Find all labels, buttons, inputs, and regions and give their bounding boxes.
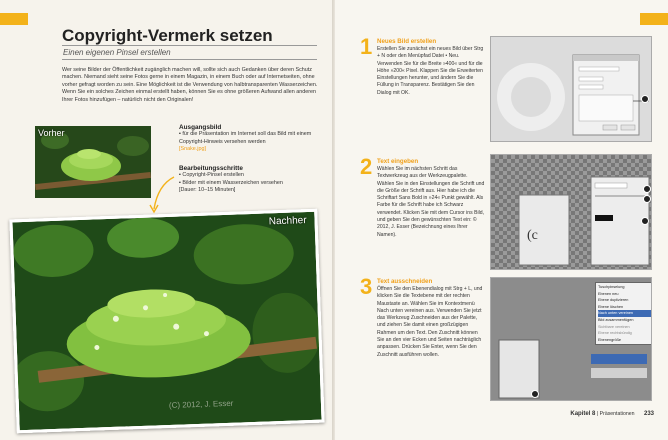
steps-bullet-text: Bilder mit einem Wasserzeichen versehen [182,179,283,186]
left-page-tab [0,13,28,25]
before-label: Vorher [38,128,65,138]
source-file-link[interactable]: [Snake.jpg] [179,146,206,153]
callout-marker [641,217,649,225]
context-menu-item[interactable]: Ebenengröße [598,337,622,342]
step-2 [360,156,486,256]
steps-bullet: ▪ Bilder mit einem Wasserzeichen versehen [179,179,283,186]
screenshot-context-menu [490,277,652,401]
source-title: Ausgangsbild [179,124,222,131]
screenshot-new-image-dialog [490,36,652,142]
steps-bullet-text: Copyright-Pinsel erstellen [182,172,244,179]
step-text: Wählen Sie im nächsten Schritt das Textwerkzeug aus der Werkzeugpalette. Wählen Sie in den Einstellungen die Schrift und die Größe der Schrift aus. Hier habe ich die Schriftart Sans Bold in »24« Punkt gewählt. Als Farbe für die Schrift habe ich Schwarz verwendet. Klicken Sie mit dem Cursor ins Bild, und geben Sie den gewünschten Text ein: © 2012, J. Esser (Bezeichnung eines Ihrer Namen). [377,166,485,238]
step-number: 3 [360,274,373,299]
page-footer: Kapitel 8 | Präsentationen 233 [570,411,654,417]
after-label: Nachher [268,215,307,228]
page-title: Copyright-Vermerk setzen [62,26,273,45]
text-tool-illustration [491,155,651,269]
context-menu-item[interactable]: Bild zusammenfügen [598,317,634,322]
page-subtitle: Einen eigenen Pinsel erstellen [63,48,171,57]
context-menu-item[interactable]: Ebenen neu [598,291,619,296]
callout-marker [641,95,649,103]
context-menu-item-selected[interactable]: Nach unten vereinen [598,310,652,317]
step-heading: Text eingeben [377,158,419,165]
arrow-icon [148,175,178,215]
context-menu-item[interactable]: Ebene duplizieren [598,298,629,303]
context-menu-item[interactable]: Sichtbare vereinen [598,324,630,329]
steps-bullet: ▪ Copyright-Pinsel erstellen [179,172,244,179]
context-menu-item[interactable]: Tuschpinselung [598,285,625,289]
source-info [179,124,319,154]
callout-marker [643,195,651,203]
step-3 [360,276,486,376]
callout-marker [643,185,651,193]
source-bullet: ▪ für die Präsentation im Internet soll das Bild mit einem Copyright-Hinweis versehen werden [179,131,312,145]
source-bullet-text: für die Präsentation im Internet soll das Bild mit einem Copyright-Hinweis versehen werden [179,131,312,145]
duration-text: [Dauer: 10–15 Minuten] [179,187,236,194]
before-photo [35,126,151,198]
step-heading: Neues Bild erstellen [377,38,437,45]
step-number: 2 [360,154,373,179]
context-menu [595,282,652,345]
after-snake-image [12,212,321,430]
steps-title: Bearbeitungsschritte [179,165,243,172]
context-menu-item[interactable]: Ebene löschen [598,304,624,309]
footer-chapter: Kapitel 8 [570,411,596,417]
step-number: 1 [360,34,373,59]
step-heading: Text ausschneiden [377,278,433,285]
intro-text: Wer seine Bilder der Öffentlichkeit zugänglich machen will, sollte sich auch Gedanken über deren Schutz machen. Niemand sieht seine Fotos gerne in einem Magazin, in einem Buch oder auf Internetseiten, ohne vorher gefragt worden zu sein. Eine Möglichkeit ist die Verwendung von halbtransparenten Wasserzeichen. Wenn Sie ein solches Zeichen einmal erstellt haben, können Sie es ohne größeren Aufwand allen anderen Ihrer Fotos hinzufügen – natürlich nicht den Originalen! [62,67,318,103]
subtitle-divider [62,59,317,60]
screenshot-text-tool [490,154,652,270]
step-text: Öffnen Sie den Ebenendialog mit Strg + L, und klicken Sie die Textebene mit der rechten Maustaste an. Wählen Sie im Kontextmenü Nach unten vereinen aus. Verwenden Sie jetzt das Werkzeug Zuschneiden aus der Palette, und ziehen Sie damit einen großzügigen Rahmen um den Text. Den Zuschnitt können Sie an den vier Ecken und Seiten nachträglich anpassen. Drücken Sie Enter, wenn Sie den Zuschnitt ausführen wollen. [377,286,483,358]
step-1 [360,36,486,116]
left-page [0,0,333,440]
svg-text:(c: (c [527,228,538,243]
callout-marker [531,390,539,398]
title-divider [62,45,317,46]
watermark-text: (C) 2012, J. Esser [168,398,234,410]
right-page-tab [640,13,668,25]
after-photo [9,209,324,434]
steps-info [179,165,319,195]
context-menu-item[interactable]: Ebene rechtsbündig [598,331,632,336]
page-number: 233 [643,411,654,417]
dialog-illustration [491,37,651,141]
footer-section: Präsentationen [599,411,635,417]
step-text: Erstellen Sie zunächst ein neues Bild über Strg + N oder den Menüpfad Datei • Neu. Verwenden Sie für die Breite »400« und für die Höhe »200« Pixel. Klappen Sie die Erweiterten Einstellungen herunter, und ändern Sie die Füllung in Transparenz. Bestätigen Sie den Dialog mit OK. [377,46,484,96]
